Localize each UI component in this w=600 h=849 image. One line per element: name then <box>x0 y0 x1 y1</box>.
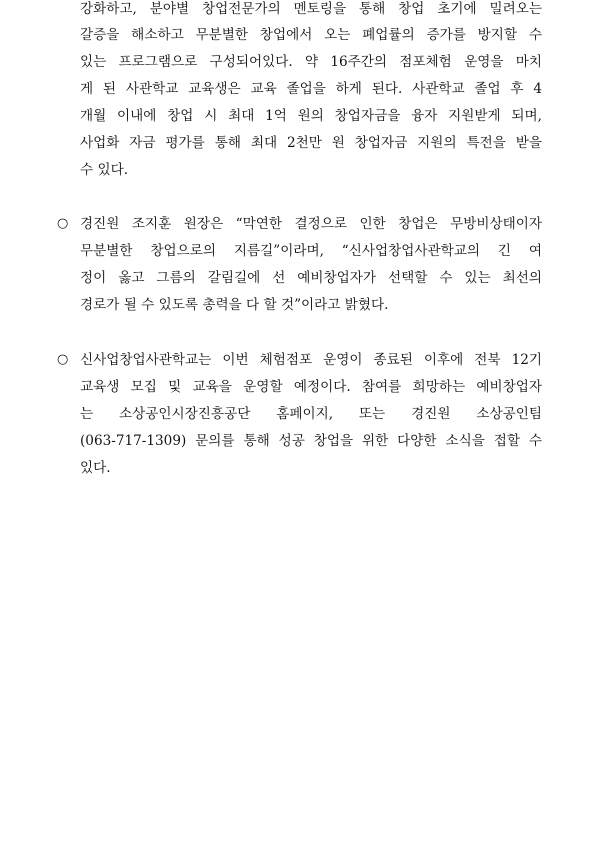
text-line: 갈증을 해소하고 무분별한 창업에서 오는 폐업률의 증가를 방지할 수 <box>80 27 542 43</box>
text-line: 사업화 자금 평가를 통해 최대 2천만 원 창업자금 지원의 특전을 받을 <box>80 135 542 151</box>
text-line: 무분별한 창업으로의 지름길”이라며, “신사업창업사관학교의 긴 여 <box>80 243 542 259</box>
text-line: 개월 이내에 창업 시 최대 1억 원의 창업자금을 융자 지원받게 되며, <box>80 108 542 124</box>
text-line: 있다. <box>80 460 111 476</box>
text-line: 교육생 모집 및 교육을 운영할 예정이다. 참여를 희망하는 예비창업자 <box>80 379 542 395</box>
text-line: 신사업창업사관학교는 이번 체험점포 운영이 종료된 이후에 전북 12기 <box>80 352 542 368</box>
text-line: 수 있다. <box>80 162 129 178</box>
text-line: 게 된 사관학교 교육생은 교육 졸업을 하게 된다. 사관학교 졸업 후 4 <box>80 81 542 97</box>
text-line: (063-717-1309) 문의를 통해 성공 창업을 위한 다양한 소식을 접할 수 <box>80 433 542 449</box>
text-line: 정이 옳고 그름의 갈림길에 선 예비창업자가 선택할 수 있는 최선의 <box>80 270 542 286</box>
text-line: 경진원 조지훈 원장은 “막연한 결정으로 인한 창업은 무방비상태이자 <box>80 216 542 232</box>
text-line: 강화하고, 분야별 창업전문가의 멘토링을 통해 창업 초기에 밀려오는 <box>80 1 542 17</box>
text-line: 는 소상공인시장진흥공단 홈페이지, 또는 경진원 소상공인팀 <box>80 406 542 422</box>
text-line: 있는 프로그램으로 구성되어있다. 약 16주간의 점포체험 운영을 마치 <box>80 54 542 70</box>
circle-bullet-icon: ○ <box>57 352 69 367</box>
circle-bullet-icon: ○ <box>57 216 69 231</box>
text-line: 경로가 될 수 있도록 총력을 다 할 것”이라고 밝혔다. <box>80 297 389 313</box>
